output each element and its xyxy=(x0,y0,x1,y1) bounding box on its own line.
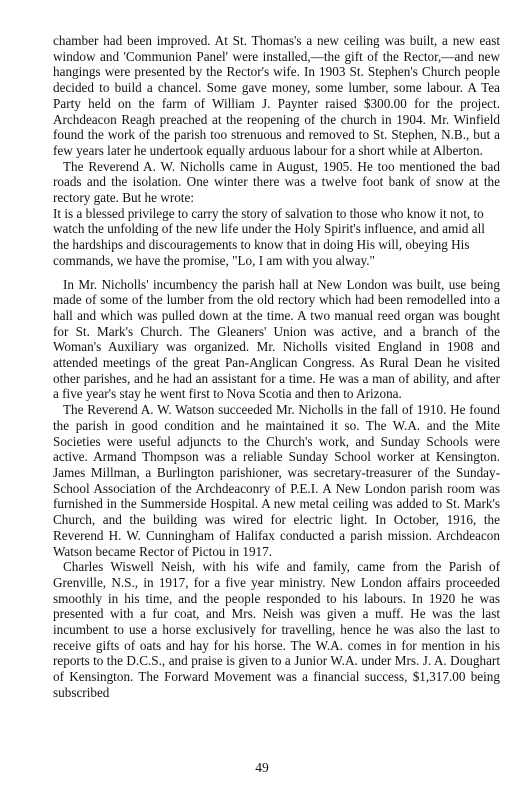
block-quote-nicholls: It is a blessed privilege to carry the story of salvation to those who know it not, to watch the unfolding of the new life under the Holy Spirit's influence, and amid all the hardships and discouragements to know that in doing His will, obeying His commands, we have the promise, "Lo, I am with you alway." xyxy=(53,205,485,268)
paragraph-nicholls-arrival: The Reverend A. W. Nicholls came in August, 1905. He too mentioned the bad roads and the isolation. One winter there was a twelve foot bank of snow at the rectory gate. But he wrote: xyxy=(53,158,500,206)
paragraph-nicholls-incumbency: In Mr. Nicholls' incumbency the parish hall at New London was built, use being made of some of the lumber from the old rectory which had been remodelled into a hall and which was pulled down at the time. A two manual reed organ was bought for St. Mark's Church. The Gleaners' Union was active, and a branch of the Woman's Auxiliary was organized. Mr. Nicholls visited England in 1908 and attended meetings of the great Pan-Anglican Congress. As Rural Dean he visited other parishes, and he had an assistant for a time. He was a man of ability, and after a five year's stay he went first to Nova Scotia and then to Arizona. xyxy=(53,276,500,402)
page-number: 49 xyxy=(255,760,269,775)
body-text xyxy=(53,33,500,701)
paragraph-winfield-continued: chamber had been improved. At St. Thomas's a new ceiling was built, a new east window and 'Communion Panel' were installed,—the gift of the Rector,—and new hangings were presented by the Rector's wife. In 1903 St. Stephen's Church people decided to build a chancel. Some gave money, some lumber, some labour. A Tea Party held on the farm of William J. Paynter raised $300.00 for the project. Archdeacon Reagh preached at the reopening of the church in 1904. Mr. Winfield found the work of the parish too strenuous and removed to St. Stephen, N.B., but a few years later he undertook equally arduous labour for a short while at Alberton. xyxy=(53,33,500,158)
paragraph-neish: Charles Wiswell Neish, with his wife and family, came from the Parish of Grenville, N.S., in 1917, for a five year ministry. New London affairs proceeded smoothly in his time, and the people responded to his labours. In 1920 he was presented with a fur coat, and Mrs. Neish was given a muff. He was the last incumbent to use a horse exclusively for travelling, hence he was also the last to receive gifts of oats and hay for his horse. The W.A. comes in for mention in his reports to the D.C.S., and praise is given to a Junior W.A. under Mrs. J. A. Doughart of Kensington. The Forward Movement was a financial success, $1,317.00 being subscribed xyxy=(53,559,500,700)
paragraph-watson: The Reverend A. W. Watson succeeded Mr. Nicholls in the fall of 1910. He found the parish in good condition and he maintained it so. The W.A. and the Mite Societies were useful adjuncts to the Church's work, and Sunday Schools were active. Armand Thompson was a reliable Sunday School worker at Kensington. James Millman, a Burlington parishioner, was secretary-treasurer of the Sunday-School Association of the Archdeaconry of P.E.I. A New London parish room was furnished in the Summerside Hospital. A new metal ceiling was added to St. Mark's Church, and the building was wired for electric light. In October, 1916, the Reverend H. W. Cunningham of Halifax conducted a parish mission. Archdeacon Watson became Rector of Pictou in 1917. xyxy=(53,402,500,559)
